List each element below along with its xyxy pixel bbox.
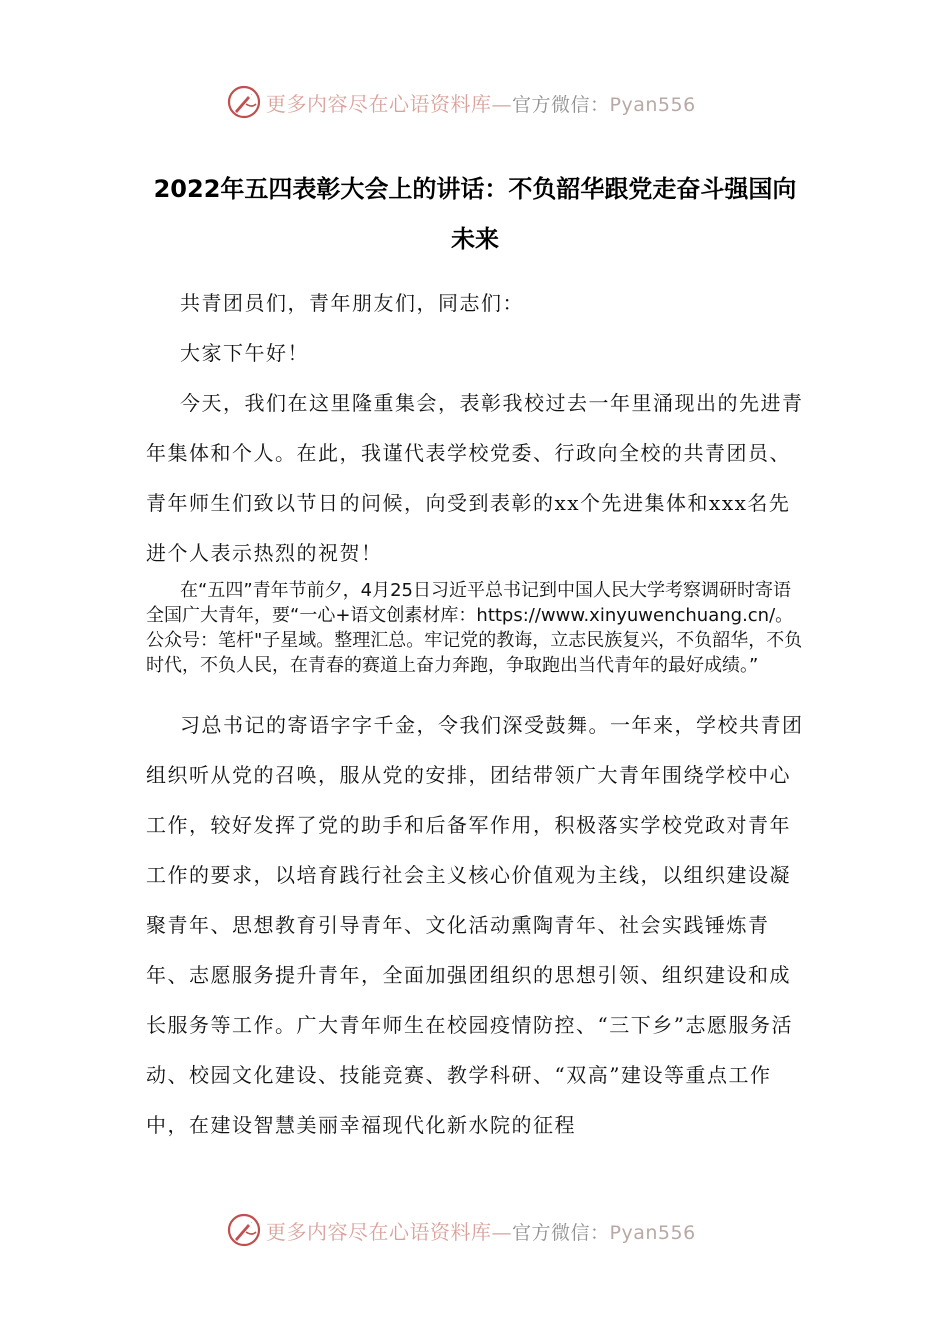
banner-main-text: 更多内容尽在心语资料库 bbox=[266, 91, 492, 116]
banner-separator: — bbox=[491, 1219, 512, 1244]
banner-tail-label: 官方微信： bbox=[512, 93, 610, 116]
pen-nib-icon bbox=[226, 1212, 262, 1248]
pen-nib-icon bbox=[226, 84, 262, 120]
banner-wechat-id: Pyan556 bbox=[609, 93, 696, 116]
salutation: 共青团员们，青年朋友们，同志们： bbox=[180, 291, 524, 315]
greeting: 大家下午好！ bbox=[180, 341, 309, 365]
banner-separator: — bbox=[491, 91, 512, 116]
paragraph-1: 今天，我们在这里隆重集会，表彰我校过去一年里涌现出的先进青年集体和个人。在此，我谨代表学校党委、行政向全校的共青团员、青年师生们致以节日的问候，向受到表彰的xx个先进集体和xxx名先进个人表示热烈的祝贺！ bbox=[146, 391, 804, 565]
paragraph-2: 在“五四”青年节前夕，4月25日习近平总书记到中国人民大学考察调研时寄语全国广大青年，要“一心+语文创素材库：https://www.xinyuwenchuang.cn/。公众号：笔杆"子星域。整理汇总。牢记党的教诲，立志民族复兴，不负韶华，不负时代，不负人民，在青春的赛道上奋力奔跑，争取跑出当代青年的最好成绩。” bbox=[146, 580, 803, 676]
banner-text bbox=[266, 1216, 696, 1245]
banner-tail-label: 官方微信： bbox=[512, 1221, 610, 1244]
banner-wechat-id: Pyan556 bbox=[609, 1221, 696, 1244]
footer-banner bbox=[0, 1208, 950, 1252]
document-title: 2022年五四表彰大会上的讲话：不负韶华跟党走奋斗强国向未来 bbox=[153, 175, 797, 253]
banner-main-text: 更多内容尽在心语资料库 bbox=[266, 1219, 492, 1244]
banner-text bbox=[266, 88, 696, 117]
header-banner bbox=[0, 80, 950, 124]
paragraph-3: 习总书记的寄语字字千金，令我们深受鼓舞。一年来，学校共青团组织听从党的召唤，服从党的安排，团结带领广大青年围绕学校中心工作，较好发挥了党的助手和后备军作用，积极落实学校党政对青年工作的要求，以培育践行社会主义核心价值观为主线，以组织建设凝聚青年、思想教育引导青年、文化活动熏陶青年、社会实践锤炼青年、志愿服务提升青年，全面加强团组织的思想引领、组织建设和成长服务等工作。广大青年师生在校园疫情防控、“三下乡”志愿服务活动、校园文化建设、技能竞赛、教学科研、“双高”建设等重点工作中，在建设智慧美丽幸福现代化新水院的征程 bbox=[146, 713, 804, 1137]
